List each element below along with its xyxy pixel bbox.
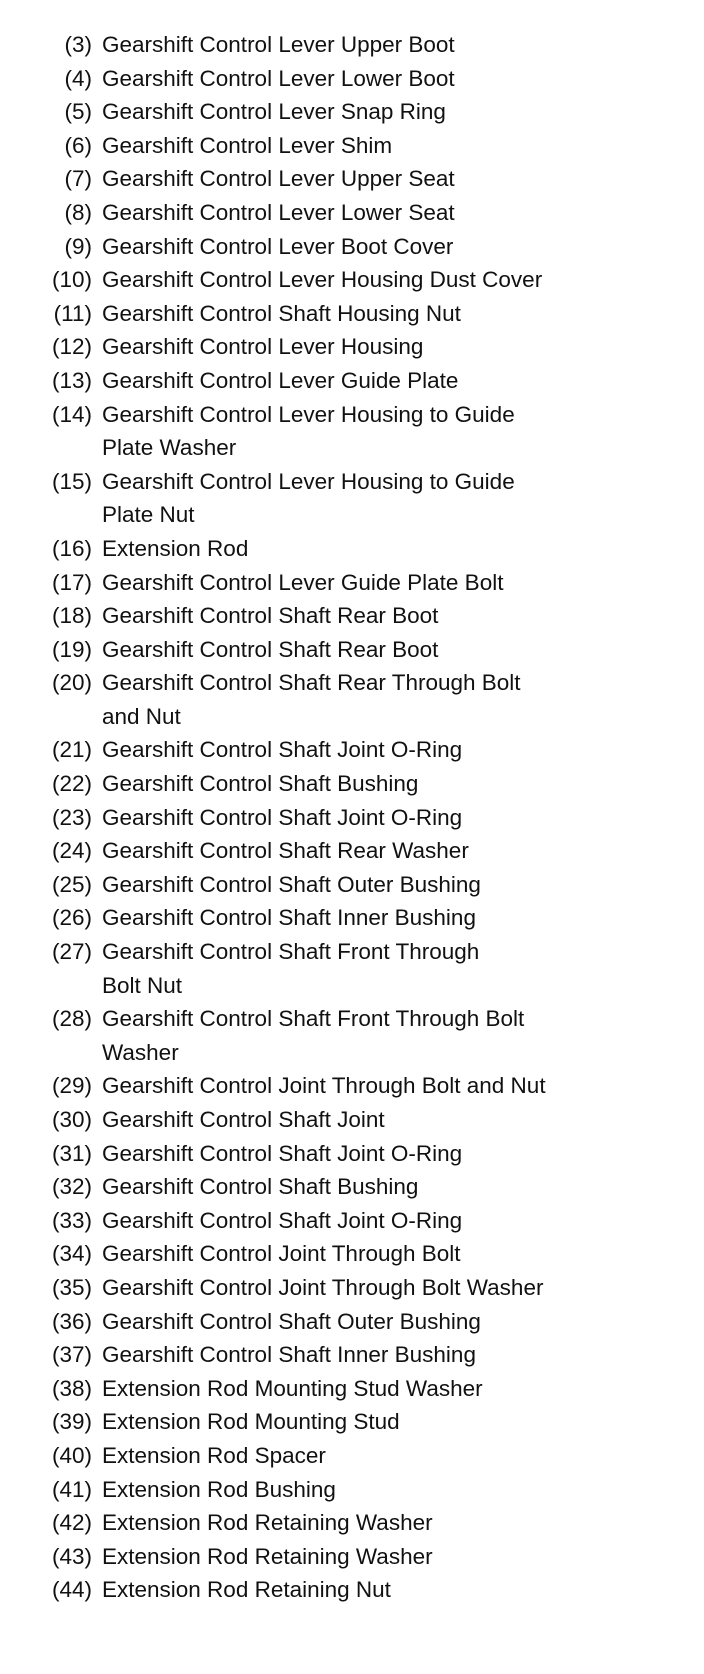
legend-item — [0, 532, 704, 566]
legend-item — [0, 95, 704, 129]
legend-item — [0, 1103, 704, 1137]
legend-text: Gearshift Control Lever Shim — [102, 132, 393, 158]
legend-number: (42) — [51, 1510, 92, 1536]
legend-text: Gearshift Control Joint Through Bolt and Nut — [102, 1073, 546, 1099]
legend-text: Gearshift Control Shaft Joint — [102, 1107, 385, 1132]
legend-text: Gearshift Control Lever Housing to Guide Plate Washer — [102, 401, 515, 461]
legend-text: Gearshift Control Shaft Bushing — [102, 771, 419, 797]
legend-item — [0, 801, 704, 835]
legend-item — [0, 733, 704, 767]
legend-item — [0, 398, 704, 465]
legend-text: Gearshift Control Lever Upper Seat — [102, 166, 455, 192]
legend-text: Gearshift Control Shaft Outer Bushing — [102, 1308, 481, 1334]
legend-item — [0, 1573, 704, 1607]
legend-number: (44) — [51, 1577, 92, 1603]
legend-text: Gearshift Control Lever Guide Plate — [102, 367, 459, 393]
legend-item — [0, 162, 704, 196]
legend-item — [0, 1439, 704, 1473]
legend-text: Gearshift Control Lever Housing Dust Cover — [102, 267, 543, 293]
legend-text: Gearshift Control Joint Through Bolt — [102, 1241, 461, 1267]
legend-number: (41) — [51, 1476, 92, 1502]
legend-number: (15) — [51, 468, 92, 494]
legend-number: (21) — [51, 737, 92, 763]
legend-item — [0, 1506, 704, 1540]
legend-item — [0, 330, 704, 364]
legend-item — [0, 1069, 704, 1103]
legend-number: (3) — [64, 32, 92, 57]
legend-text: Gearshift Control Lever Lower Seat — [102, 199, 455, 225]
legend-item — [0, 196, 704, 230]
legend-text: Gearshift Control Shaft Front Through Bolt Nut — [102, 939, 480, 998]
legend-text: Gearshift Control Shaft Inner Bushing — [102, 1342, 476, 1368]
legend-item — [0, 935, 704, 1002]
legend-item — [0, 263, 704, 297]
legend-item — [0, 1540, 704, 1574]
legend-text: Gearshift Control Shaft Outer Bushing — [102, 871, 481, 897]
legend-number: (38) — [51, 1375, 92, 1401]
legend-number: (8) — [64, 199, 92, 225]
legend-item — [0, 1473, 704, 1507]
legend-text: Gearshift Control Shaft Rear Boot — [102, 636, 439, 662]
legend-text: Extension Rod Retaining Washer — [102, 1510, 433, 1536]
legend-item — [0, 364, 704, 398]
legend-item — [0, 566, 704, 600]
legend-number: (33) — [51, 1207, 92, 1233]
legend-number: (17) — [51, 569, 92, 595]
legend-text: Gearshift Control Shaft Front Through Bolt Washer — [102, 1006, 525, 1065]
legend-number: (22) — [51, 771, 92, 797]
legend-number: (9) — [64, 233, 92, 259]
legend-item — [0, 599, 704, 633]
legend-item — [0, 633, 704, 667]
legend-item — [0, 1405, 704, 1439]
legend-number: (25) — [51, 871, 92, 897]
legend-number: (13) — [51, 367, 92, 393]
legend-number: (31) — [51, 1140, 92, 1166]
legend-item — [0, 834, 704, 868]
legend-number: (37) — [51, 1342, 92, 1368]
legend-number: (36) — [51, 1308, 92, 1334]
legend-item — [0, 666, 704, 733]
legend-text: Extension Rod Retaining Washer — [102, 1543, 433, 1569]
legend-number: (40) — [51, 1442, 92, 1468]
legend-number: (11) — [53, 300, 92, 326]
legend-number: (27) — [51, 939, 92, 965]
legend-item — [0, 767, 704, 801]
legend-number: (18) — [51, 603, 92, 629]
legend-number: (19) — [51, 636, 92, 662]
legend-text: Gearshift Control Lever Upper Boot — [102, 32, 455, 57]
legend-text: Gearshift Control Lever Lower Boot — [102, 65, 455, 91]
legend-number: (30) — [51, 1107, 92, 1132]
legend-text: Gearshift Control Shaft Inner Bushing — [102, 905, 476, 931]
legend-item — [0, 1137, 704, 1171]
legend-text: Extension Rod Retaining Nut — [102, 1577, 391, 1603]
legend-number: (20) — [51, 670, 92, 696]
legend-item — [0, 1305, 704, 1339]
legend-number: (39) — [51, 1409, 92, 1435]
legend-text: Gearshift Control Shaft Housing Nut — [102, 300, 461, 326]
legend-number: (16) — [51, 535, 92, 561]
legend-text: Gearshift Control Shaft Joint O-Ring — [102, 804, 463, 830]
legend-item — [0, 230, 704, 264]
legend-text: Extension Rod — [102, 535, 249, 561]
legend-item — [0, 1372, 704, 1406]
legend-item — [0, 62, 704, 96]
legend-item — [0, 1002, 704, 1069]
legend-text: Gearshift Control Shaft Rear Through Bolt and Nut — [102, 670, 521, 729]
legend-item — [0, 1271, 704, 1305]
legend-item — [0, 1338, 704, 1372]
legend-item — [0, 1170, 704, 1204]
legend-number: (28) — [51, 1006, 92, 1032]
legend-item — [0, 868, 704, 902]
legend-number: (5) — [64, 99, 92, 125]
legend-number: (26) — [51, 905, 92, 931]
legend-text: Gearshift Control Shaft Bushing — [102, 1174, 419, 1200]
legend-text: Extension Rod Bushing — [102, 1476, 336, 1502]
legend-item — [0, 1237, 704, 1271]
legend-number: (32) — [51, 1174, 92, 1200]
legend-item — [0, 465, 704, 532]
legend-text: Gearshift Control Shaft Joint O-Ring — [102, 1140, 463, 1166]
legend-text: Gearshift Control Shaft Rear Boot — [102, 603, 439, 629]
legend-number: (14) — [51, 401, 92, 427]
legend-text: Gearshift Control Joint Through Bolt Washer — [102, 1274, 544, 1300]
legend-number: (24) — [51, 838, 92, 864]
legend-number: (12) — [51, 334, 92, 360]
legend-text: Gearshift Control Lever Housing — [102, 334, 424, 360]
legend-text: Gearshift Control Lever Housing to Guide Plate Nut — [102, 468, 515, 528]
legend-text: Extension Rod Spacer — [102, 1442, 326, 1468]
legend-text: Gearshift Control Lever Boot Cover — [102, 233, 454, 259]
parts-legend-list — [0, 28, 704, 1607]
legend-text: Gearshift Control Shaft Joint O-Ring — [102, 737, 463, 763]
legend-number: (10) — [51, 267, 92, 293]
legend-item — [0, 129, 704, 163]
legend-number: (43) — [51, 1543, 92, 1569]
legend-number: (34) — [51, 1241, 92, 1267]
legend-number: (23) — [51, 804, 92, 830]
legend-item — [0, 297, 704, 331]
legend-number: (6) — [64, 132, 92, 158]
legend-text: Gearshift Control Lever Guide Plate Bolt — [102, 569, 504, 595]
legend-number: (35) — [51, 1274, 92, 1300]
legend-number: (4) — [64, 65, 92, 91]
legend-item — [0, 901, 704, 935]
legend-number: (29) — [51, 1073, 92, 1099]
legend-number: (7) — [64, 166, 92, 192]
legend-text: Gearshift Control Shaft Rear Washer — [102, 838, 469, 864]
legend-text: Extension Rod Mounting Stud — [102, 1409, 400, 1435]
legend-item — [0, 1204, 704, 1238]
legend-item — [0, 28, 704, 62]
legend-text: Extension Rod Mounting Stud Washer — [102, 1375, 483, 1401]
legend-text: Gearshift Control Lever Snap Ring — [102, 99, 446, 125]
legend-text: Gearshift Control Shaft Joint O-Ring — [102, 1207, 463, 1233]
